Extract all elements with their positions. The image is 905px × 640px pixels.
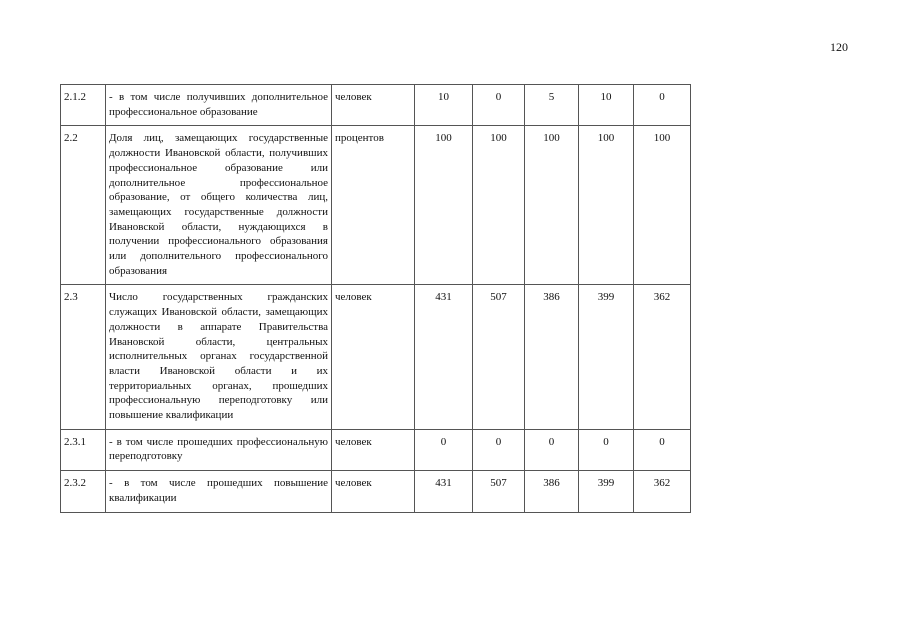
value-cell-3: 100 bbox=[525, 126, 579, 285]
row-number-cell: 2.1.2 bbox=[61, 85, 106, 126]
indicator-name-cell: Доля лиц, замещающих государственные должности Ивановской области, получивших профессиональное образование или дополнительное профессиональное образование, от общего количества лиц, замещающих государственные должности Ивановской области, нуждающихся в получении профессионального образования или дополнительного профессионального образования bbox=[106, 126, 332, 285]
value-cell-3: 5 bbox=[525, 85, 579, 126]
unit-cell: человек bbox=[332, 471, 415, 512]
value-cell-1: 100 bbox=[415, 126, 473, 285]
unit-cell: человек bbox=[332, 429, 415, 470]
row-number-cell: 2.3.2 bbox=[61, 471, 106, 512]
value-cell-1: 431 bbox=[415, 285, 473, 429]
page-number: 120 bbox=[830, 40, 848, 54]
table-row bbox=[61, 429, 691, 470]
value-cell-1: 431 bbox=[415, 471, 473, 512]
value-cell-3: 386 bbox=[525, 285, 579, 429]
value-cell-2: 0 bbox=[473, 85, 525, 126]
value-cell-4: 10 bbox=[579, 85, 634, 126]
row-number-cell: 2.2 bbox=[61, 126, 106, 285]
table-row bbox=[61, 85, 691, 126]
value-cell-5: 100 bbox=[634, 126, 691, 285]
value-cell-4: 100 bbox=[579, 126, 634, 285]
value-cell-1: 10 bbox=[415, 85, 473, 126]
unit-cell: процентов bbox=[332, 126, 415, 285]
indicator-name-cell: - в том числе прошедших профессиональную переподготовку bbox=[106, 429, 332, 470]
value-cell-5: 362 bbox=[634, 471, 691, 512]
value-cell-3: 386 bbox=[525, 471, 579, 512]
value-cell-2: 0 bbox=[473, 429, 525, 470]
value-cell-4: 0 bbox=[579, 429, 634, 470]
unit-cell: человек bbox=[332, 285, 415, 429]
value-cell-4: 399 bbox=[579, 285, 634, 429]
value-cell-4: 399 bbox=[579, 471, 634, 512]
value-cell-5: 0 bbox=[634, 85, 691, 126]
indicator-name-cell: Число государственных гражданских служащих Ивановской области, замещающих должности в аппарате Правительства Ивановской области, центральных исполнительных органах государственной власти Ивановской области и их территориальных органах, прошедших профессиональную переподготовку или повышение квалификации bbox=[106, 285, 332, 429]
unit-cell: человек bbox=[332, 85, 415, 126]
value-cell-2: 100 bbox=[473, 126, 525, 285]
table-row bbox=[61, 126, 691, 285]
value-cell-5: 0 bbox=[634, 429, 691, 470]
indicators-table bbox=[60, 84, 691, 513]
value-cell-2: 507 bbox=[473, 285, 525, 429]
value-cell-5: 362 bbox=[634, 285, 691, 429]
table-row bbox=[61, 471, 691, 512]
indicator-name-cell: - в том числе получивших дополнительное профессиональное образование bbox=[106, 85, 332, 126]
value-cell-2: 507 bbox=[473, 471, 525, 512]
row-number-cell: 2.3 bbox=[61, 285, 106, 429]
indicator-name-cell: - в том числе прошедших повышение квалификации bbox=[106, 471, 332, 512]
value-cell-1: 0 bbox=[415, 429, 473, 470]
table-row bbox=[61, 285, 691, 429]
value-cell-3: 0 bbox=[525, 429, 579, 470]
row-number-cell: 2.3.1 bbox=[61, 429, 106, 470]
